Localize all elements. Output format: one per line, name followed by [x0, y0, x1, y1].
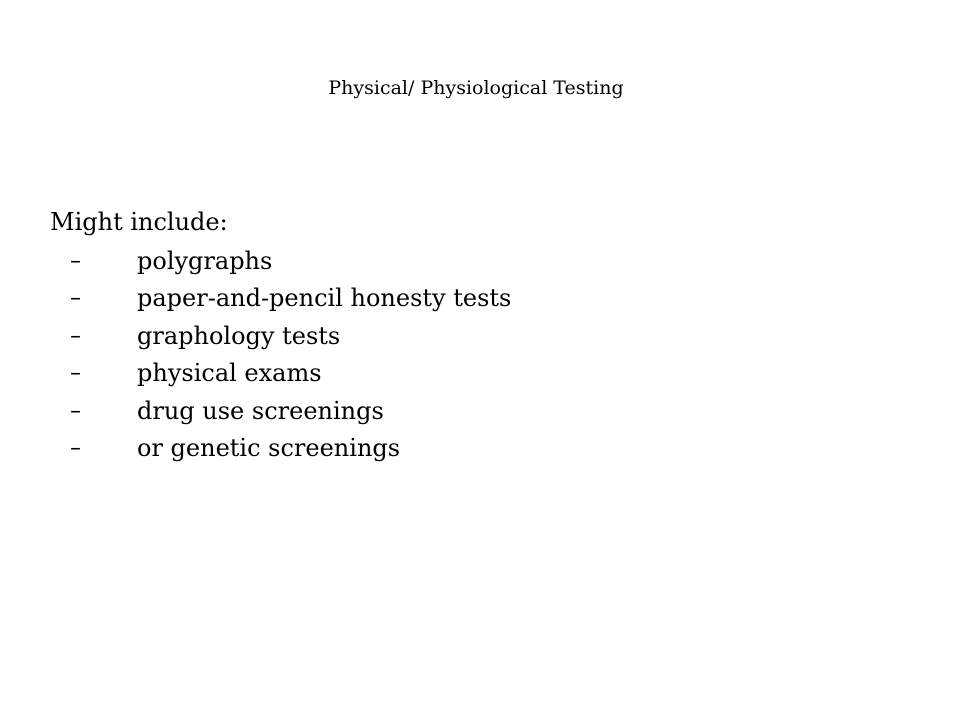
list-item — [50, 318, 910, 355]
list-item — [50, 430, 910, 467]
slide-title: Physical/ Physiological Testing — [328, 77, 624, 99]
bullet-list — [50, 243, 910, 467]
list-item-text: paper-and-pencil honesty tests — [137, 284, 512, 313]
dash-bullet-icon: – — [70, 249, 81, 274]
list-item — [50, 280, 910, 317]
list-item — [50, 243, 910, 280]
list-item — [50, 355, 910, 392]
list-item-text: or genetic screenings — [137, 434, 401, 463]
list-item-text: physical exams — [137, 359, 322, 388]
list-item — [50, 393, 910, 430]
list-item-text: drug use screenings — [137, 396, 384, 425]
list-item-text: graphology tests — [137, 321, 341, 350]
dash-bullet-icon: – — [70, 361, 81, 387]
intro-text: Might include: — [50, 208, 228, 236]
dash-bullet-icon: – — [70, 286, 81, 312]
list-item-text: polygraphs — [137, 247, 273, 275]
dash-bullet-icon: – — [70, 436, 81, 462]
dash-bullet-icon: – — [70, 323, 81, 349]
slide-content — [50, 205, 910, 467]
dash-bullet-icon: – — [70, 398, 81, 424]
